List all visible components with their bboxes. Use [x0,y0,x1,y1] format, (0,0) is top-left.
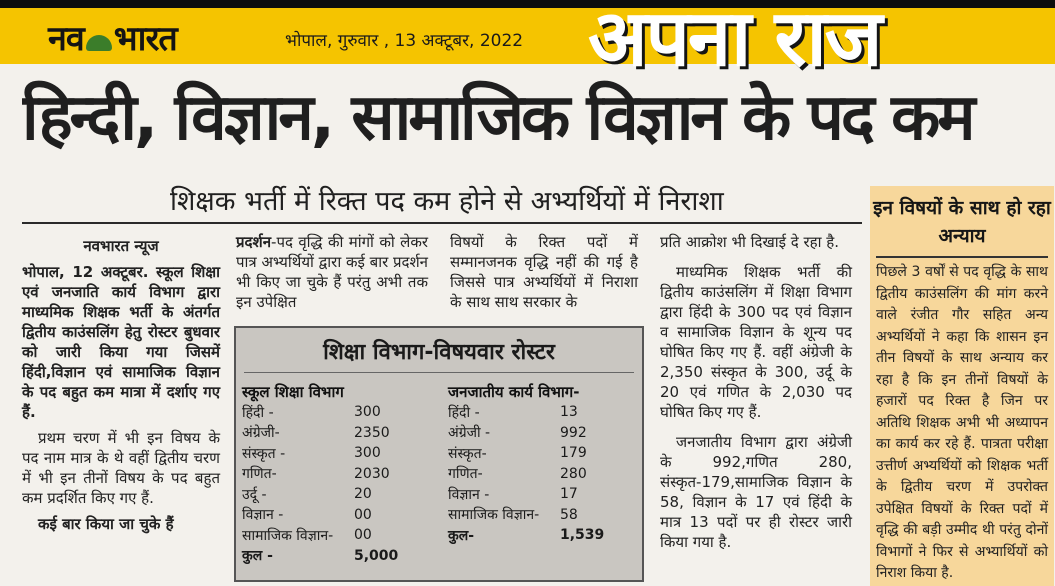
table-row: हिंदी - 13 [448,404,578,421]
subheadline: शिक्षक भर्ती में रिक्त पद कम होने से अभ्यर्थियों में निराशा [170,186,724,217]
logo-text-left: नव [48,19,84,59]
table-row: गणित- 2030 [242,465,390,483]
table-row: विज्ञान - 00 [242,506,372,524]
headline: हिन्दी, विज्ञान, सामाजिक विज्ञान के पद कम [22,81,973,155]
article-paragraph [236,232,428,312]
dateline: भोपाल, गुरुवार , 13 अक्टूबर, 2022 [285,31,524,51]
table-row: संस्कृत - 300 [242,445,381,462]
article-paragraph: प्रथम चरण में भी इन विषय के पद नाम मात्र के थे वहीं द्वितीय चरण में भी इन तीनों विषय के पद बहुत कम प्रदर्शित किए गए हैं. [22,429,220,507]
table-row: हिंदी - 300 [242,404,381,421]
total-row: कुल- 1,539 [448,527,605,544]
table-row: विज्ञान - 17 [448,486,578,503]
subheadline-rule [22,222,862,224]
tribal-dept-table [448,402,604,546]
roster-box [234,326,644,582]
article-column-2 [236,232,428,312]
article-subhead: कई बार किया जा चुके हैं [38,515,174,533]
table-row: संस्कृत- 179 [448,445,587,462]
logo-emblem-icon [86,35,112,51]
newspaper-logo [48,18,177,59]
sidebar-text: पिछले 3 वर्षों से पद वृद्धि के साथ द्वितीय काउंसलिंग की मांग करने वाले रंजीत गौर सहित अन्य अभ्यर्थियों ने कहा कि शासन इन तीन विषयों के साथ अन्याय कर रहा है कि इन तीनों विषयों के हजारों पद रिक्त है जिन पर अतिथि शिक्षक अभी भी अध्यापन का कार्य कर रहे हैं. पात्रता परीक्षा उत्तीर्ण अभ्यर्थियों को शिक्षक भर्ती के द्वितीय चरण में उपरोक्त उपेक्षित विषयों के रिक्त पदों में वृद्धि की बड़ी उम्मीद थी परंतु दोनों विभागों ने फिर से अभ्यार्थियों को निराश किया है. [876,264,1048,581]
article-paragraph: माध्यमिक शिक्षक भर्ती की द्वितीय काउंसलिंग में शिक्षा विभाग द्वारा हिंदी के 300 पद एवं विज्ञान व सामाजिक विज्ञान के शून्य पद घोषित किए गए हैं. वहीं अंग्रेजी के 2,350 संस्कृत के 300, उर्दू के 20 एवं गणित के 2,030 पद घोषित किए गए हैं. [660,263,852,421]
table-row: गणित- 280 [448,465,587,483]
top-border [0,0,1055,8]
article-paragraph: जनजातीय विभाग द्वारा अंग्रेजी के 992,गणित 280, संस्कृत-179,सामाजिक विज्ञान के 58, विज्ञान के 17 एवं हिंदी के मात्र 13 पदों पर ही रोस्टर जारी किया गया है. [660,433,852,551]
total-row: कुल - 5,000 [242,547,399,565]
table-row: सामाजिक विज्ञान- 58 [448,506,578,524]
paragraph-text: -पद वृद्धि की मांगों को लेकर पात्र अभ्यर्थियों द्वारा कई बार प्रदर्शन भी किए जा चुके हैं परंतु अभी तक इन उपेक्षित [236,233,429,311]
tribal-dept-heading: जनजातीय कार्य विभाग- [448,383,580,401]
table-row: उर्दू - 20 [242,486,372,503]
table-row: अंग्रेजी- 2350 [242,424,390,442]
roster-title: शिक्षा विभाग-विषयवार रोस्टर [323,340,555,365]
table-row: सामाजिक विज्ञान- 00 [242,527,372,544]
masthead [0,0,1055,84]
school-dept-table [242,402,398,566]
sidebar-box [870,186,1054,586]
sidebar-title: इन विषयों के साथ हो रहा अन्याय [873,197,1051,247]
article-column-1 [22,236,220,534]
paragraph-lead-word: प्रदर्शन [236,233,272,251]
table-row: अंग्रेजी - 992 [448,424,587,442]
sidebar-divider [876,256,1048,258]
article-lead: भोपाल, 12 अक्टूबर. स्कूल शिक्षा एवं जनजाति कार्य विभाग द्वारा माध्यमिक शिक्षक भर्ती के अंतर्गत द्वितीय काउंसलिंग हेतु रोस्टर बुधवार को जारी किया गया जिसमें हिंदी,विज्ञान एवं सामाजिक विज्ञान के पद बहुत कम मात्रा में दर्शाए गए हैं. [22,263,220,421]
article-column-4 [660,232,852,552]
news-credit: नवभारत न्यूज [83,237,159,255]
article-column-3 [450,232,638,312]
section-banner: अपना राज [588,0,881,84]
article-paragraph: प्रति आक्रोश भी दिखाई दे रहा है. [660,233,839,251]
roster-divider [244,372,634,373]
article-paragraph: विषयों के रिक्त पदों में सम्मानजनक वृद्धि नहीं की गई है जिससे पात्र अभ्यर्थियों में निराशा के साथ साथ सरकार के [450,233,638,311]
logo-text-right: भारत [113,19,177,59]
school-dept-heading: स्कूल शिक्षा विभाग [242,383,344,401]
